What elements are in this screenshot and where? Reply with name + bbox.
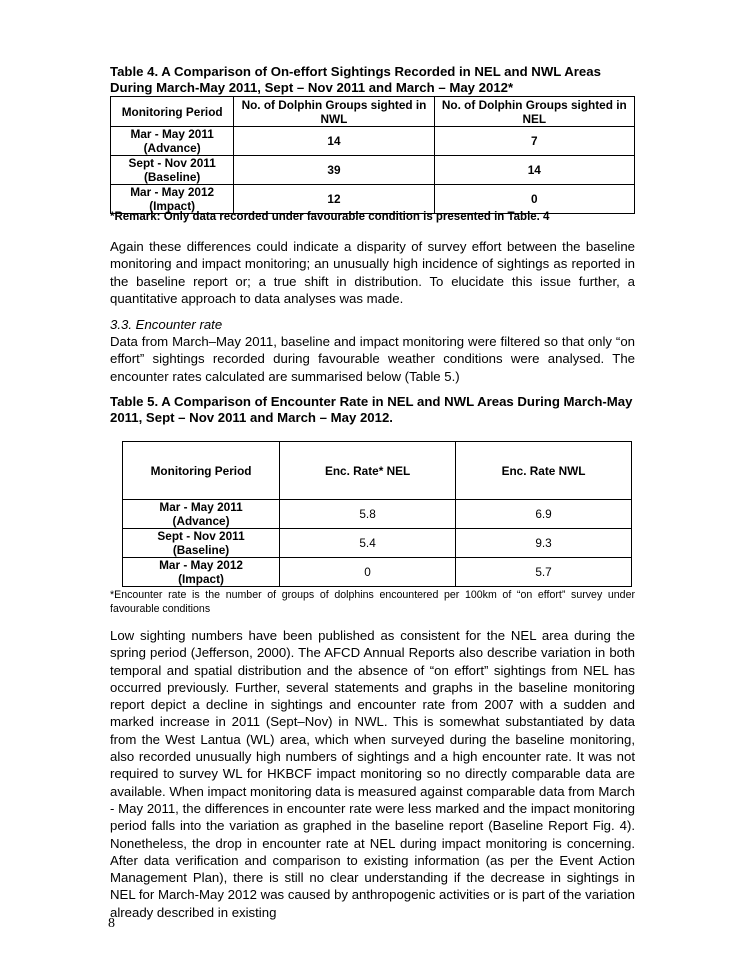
table-5-footnote: *Encounter rate is the number of groups of dolphins encountered per 100km of “on effort” survey under favourable conditions xyxy=(110,589,635,615)
nel-rate-cell: 5.8 xyxy=(280,500,456,529)
section-heading: 3.3. Encounter rate xyxy=(110,317,223,332)
period-label: Sept - Nov 2011 xyxy=(128,156,216,170)
table-4-remark: *Remark: Only data recorded under favourable condition is presented in Table. 4 xyxy=(110,211,550,223)
column-header: Monitoring Period xyxy=(111,97,234,127)
body-paragraph: Again these differences could indicate a disparity of survey effort between the baseline monitoring and impact monitoring; an unusually high incidence of sightings as reported in the baseline report or; a true shift in distribution. To elucidate this issue further, a quantitative approach to data analyses was made. xyxy=(110,239,635,307)
period-label: Sept - Nov 2011 xyxy=(157,529,245,543)
section-paragraph: Data from March–May 2011, baseline and impact monitoring were filtered so that only “on effort” sightings recorded during favourable weather conditions were analysed. The encounter rates calculated are summarised below (Table 5.) xyxy=(110,334,635,384)
table-header-row xyxy=(123,442,632,500)
monitoring-period-cell xyxy=(123,500,280,529)
table-5 xyxy=(122,441,632,587)
period-phase: (Baseline) xyxy=(143,170,201,184)
page-number: 8 xyxy=(108,916,115,931)
table-4-title: Table 4. A Comparison of On-effort Sightings Recorded in NEL and NWL Areas During March-May 2011, Sept – Nov 2011 and March – May 2012* xyxy=(110,64,601,95)
column-header: Enc. Rate NWL xyxy=(456,442,632,500)
nwl-count-cell: 39 xyxy=(234,156,434,185)
body-paragraph: Low sighting numbers have been published as consistent for the NEL area during the spring period (Jefferson, 2000). The AFCD Annual Reports also describe variation in both temporal and spatial distribution and the absence of “on effort” sightings from NEL has occurred previously. Further, several statements and graphs in the baseline monitoring report depict a decline in sightings and encounter rate from 2007 with a sudden and marked increase in 2011 (Sept–Nov) in NWL. This is somewhat substantiated by data from the West Lantua (WL) area, which when surveyed during the baseline monitoring, also recorded unusually high numbers of sightings and a high encounter rate. It was not required to survey WL for HKBCF impact monitoring so no directly comparable data are available. When impact monitoring data is measured against comparable data from March - May 2011, the differences in encounter rate were less marked and the impact monitoring period falls into the variation as graphed in the baseline report (Baseline Report Fig. 4). Nonetheless, the drop in encounter rate at NEL during impact monitoring is concerning. After data verification and comparison to existing information (as per the Event Action Management Plan), there is still no clear understanding if the decrease in sightings in NEL for March-May 2012 was caused by anthropogenic activities or is part of the variation already described in existing xyxy=(110,628,635,920)
nel-rate-cell: 5.4 xyxy=(280,529,456,558)
column-header: Monitoring Period xyxy=(123,442,280,500)
nel-count-cell: 14 xyxy=(434,156,634,185)
nel-rate-cell: 0 xyxy=(280,558,456,587)
table-header-row xyxy=(111,97,635,127)
table-row xyxy=(111,156,635,185)
nel-count-cell: 7 xyxy=(434,127,634,156)
period-label: Mar - May 2012 xyxy=(130,185,215,199)
period-label: Mar - May 2012 xyxy=(159,558,243,572)
table-4 xyxy=(110,96,635,214)
column-header: No. of Dolphin Groups sighted in NWL xyxy=(234,97,434,127)
table-row xyxy=(123,529,632,558)
period-phase: (Impact) xyxy=(149,199,196,213)
period-phase: (Impact) xyxy=(178,572,224,586)
column-header: Enc. Rate* NEL xyxy=(280,442,456,500)
table-row xyxy=(123,500,632,529)
table-5-title: Table 5. A Comparison of Encounter Rate in NEL and NWL Areas During March-May 2011, Sept – Nov 2011 and March – May 2012. xyxy=(110,394,633,425)
nwl-rate-cell: 9.3 xyxy=(456,529,632,558)
table-row xyxy=(111,185,635,214)
nwl-count-cell: 12 xyxy=(234,185,434,214)
table-row xyxy=(123,558,632,587)
column-header: No. of Dolphin Groups sighted in NEL xyxy=(434,97,634,127)
monitoring-period-cell xyxy=(111,185,234,214)
nel-count-cell: 0 xyxy=(434,185,634,214)
nwl-rate-cell: 6.9 xyxy=(456,500,632,529)
period-phase: (Baseline) xyxy=(172,543,230,557)
table-row xyxy=(111,127,635,156)
period-label: Mar - May 2011 xyxy=(159,500,243,514)
monitoring-period-cell xyxy=(123,529,280,558)
period-phase: (Advance) xyxy=(143,141,201,155)
period-label: Mar - May 2011 xyxy=(130,127,214,141)
nwl-count-cell: 14 xyxy=(234,127,434,156)
period-phase: (Advance) xyxy=(172,514,230,528)
monitoring-period-cell xyxy=(111,156,234,185)
nwl-rate-cell: 5.7 xyxy=(456,558,632,587)
monitoring-period-cell xyxy=(123,558,280,587)
monitoring-period-cell xyxy=(111,127,234,156)
